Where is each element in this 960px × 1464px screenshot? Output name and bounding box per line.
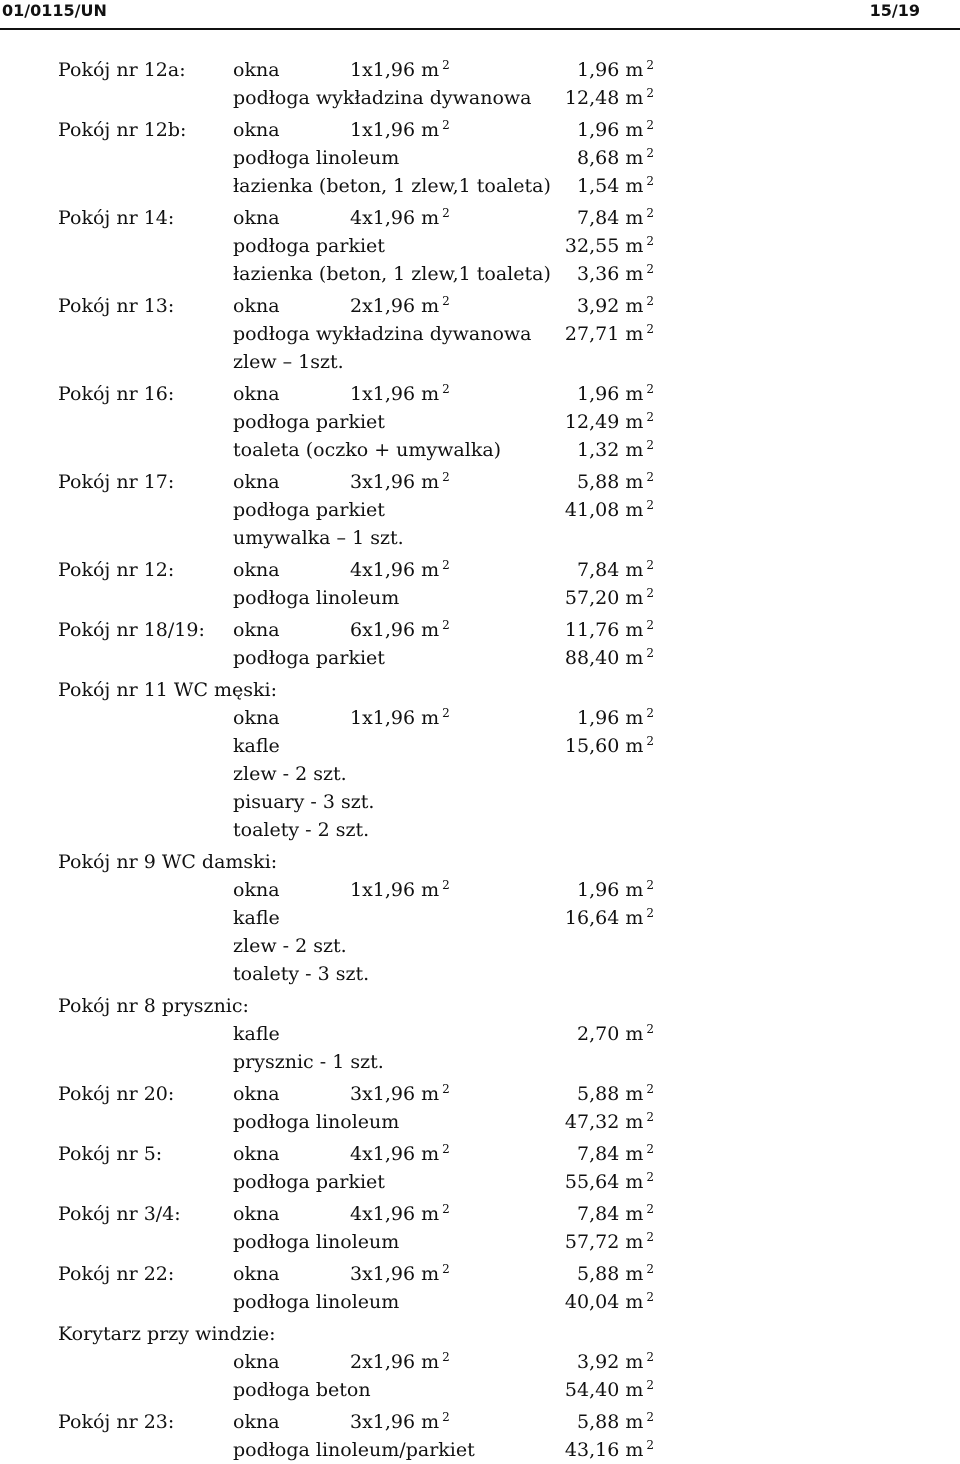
entry-area: 5,88 m $^2$ xyxy=(576,1082,654,1105)
room-entry-row xyxy=(58,1108,938,1136)
superscript-two: 2 xyxy=(646,262,654,277)
superscript-two: 2 xyxy=(442,470,450,485)
room-name: Pokój nr 12: xyxy=(58,559,175,581)
room-entry-row xyxy=(58,1140,938,1168)
room-entry-row xyxy=(58,760,938,788)
room-entry-row xyxy=(58,1288,938,1316)
room-block xyxy=(58,1408,938,1464)
entry-item: podłoga parkiet xyxy=(233,1171,385,1193)
room-entry-row xyxy=(58,1260,938,1288)
room-entry-row xyxy=(58,932,938,960)
superscript-two: 2 xyxy=(442,558,450,573)
entry-area: 27,71 m $^2$ xyxy=(564,322,654,345)
page-number: 15/19 xyxy=(869,1,920,20)
entry-item: okna xyxy=(233,207,280,229)
room-block xyxy=(58,1200,938,1256)
room-entry-row xyxy=(58,144,938,172)
superscript-two: 2 xyxy=(646,1142,654,1157)
superscript-two: 2 xyxy=(646,1378,654,1393)
room-name: Pokój nr 12b: xyxy=(58,119,187,141)
entry-item: zlew - 2 szt. xyxy=(233,763,347,785)
room-entry-row xyxy=(58,1228,938,1256)
entry-item: podłoga wykładzina dywanowa xyxy=(233,87,532,109)
superscript-two: 2 xyxy=(646,1230,654,1245)
entry-calculation: 4x1,96 m $^2$ xyxy=(350,1202,450,1225)
entry-area: 1,96 m $^2$ xyxy=(576,706,654,729)
superscript-two: 2 xyxy=(442,118,450,133)
room-name: Pokój nr 22: xyxy=(58,1263,175,1285)
superscript-two: 2 xyxy=(646,206,654,221)
superscript-two: 2 xyxy=(442,618,450,633)
superscript-two: 2 xyxy=(646,1110,654,1125)
entry-item: okna xyxy=(233,1083,280,1105)
superscript-two: 2 xyxy=(646,470,654,485)
room-entry-row xyxy=(58,84,938,112)
entry-item: podłoga linoleum/parkiet xyxy=(233,1439,475,1461)
entry-item: podłoga linoleum xyxy=(233,147,400,169)
room-name: Pokój nr 16: xyxy=(58,383,175,405)
entry-item: okna xyxy=(233,1203,280,1225)
superscript-two: 2 xyxy=(646,1438,654,1453)
superscript-two: 2 xyxy=(442,206,450,221)
room-entry-row xyxy=(58,408,938,436)
superscript-two: 2 xyxy=(646,1350,654,1365)
entry-item: okna xyxy=(233,1351,280,1373)
entry-area: 1,96 m $^2$ xyxy=(576,382,654,405)
superscript-two: 2 xyxy=(442,1142,450,1157)
entry-calculation: 1x1,96 m $^2$ xyxy=(350,706,450,729)
entry-area: 47,32 m $^2$ xyxy=(564,1110,654,1133)
entry-item: okna xyxy=(233,471,280,493)
room-entry-row xyxy=(58,56,938,84)
entry-area: 8,68 m $^2$ xyxy=(576,146,654,169)
entry-item: zlew – 1szt. xyxy=(233,351,344,373)
room-block xyxy=(58,1320,938,1404)
superscript-two: 2 xyxy=(442,294,450,309)
room-entry-row xyxy=(58,816,938,844)
entry-area: 3,36 m $^2$ xyxy=(576,262,654,285)
entry-area: 3,92 m $^2$ xyxy=(576,1350,654,1373)
room-entry-row xyxy=(58,704,938,732)
superscript-two: 2 xyxy=(442,1410,450,1425)
room-name: Pokój nr 3/4: xyxy=(58,1203,181,1225)
entry-area: 5,88 m $^2$ xyxy=(576,1262,654,1285)
superscript-two: 2 xyxy=(646,646,654,661)
room-heading-row xyxy=(58,676,938,704)
entry-item: okna xyxy=(233,1143,280,1165)
room-entry-row xyxy=(58,496,938,524)
entry-item: okna xyxy=(233,707,280,729)
superscript-two: 2 xyxy=(646,322,654,337)
room-entry-row xyxy=(58,960,938,988)
entry-item: umywalka – 1 szt. xyxy=(233,527,404,549)
entry-area: 16,64 m $^2$ xyxy=(564,906,654,929)
superscript-two: 2 xyxy=(646,1082,654,1097)
entry-item: okna xyxy=(233,1263,280,1285)
superscript-two: 2 xyxy=(646,1170,654,1185)
superscript-two: 2 xyxy=(646,234,654,249)
superscript-two: 2 xyxy=(646,294,654,309)
entry-calculation: 3x1,96 m $^2$ xyxy=(350,1410,450,1433)
entry-calculation: 1x1,96 m $^2$ xyxy=(350,382,450,405)
superscript-two: 2 xyxy=(646,58,654,73)
entry-area: 5,88 m $^2$ xyxy=(576,1410,654,1433)
entry-item: łazienka (beton, 1 zlew,1 toaleta) xyxy=(233,263,551,285)
entry-area: 1,54 m $^2$ xyxy=(576,174,654,197)
room-name: Pokój nr 5: xyxy=(58,1143,163,1165)
entry-area: 12,49 m $^2$ xyxy=(564,410,654,433)
superscript-two: 2 xyxy=(646,174,654,189)
superscript-two: 2 xyxy=(442,1350,450,1365)
room-block xyxy=(58,204,938,288)
header-divider xyxy=(0,28,960,30)
entry-area: 32,55 m $^2$ xyxy=(564,234,654,257)
room-entry-row xyxy=(58,904,938,932)
entry-item: toalety - 2 szt. xyxy=(233,819,370,841)
entry-item: kafle xyxy=(233,1023,280,1045)
entry-area: 12,48 m $^2$ xyxy=(564,86,654,109)
entry-area: 88,40 m $^2$ xyxy=(564,646,654,669)
entry-calculation: 2x1,96 m $^2$ xyxy=(350,1350,450,1373)
room-heading-row xyxy=(58,992,938,1020)
superscript-two: 2 xyxy=(646,410,654,425)
room-entry-row xyxy=(58,1020,938,1048)
entry-item: łazienka (beton, 1 zlew,1 toaleta) xyxy=(233,175,551,197)
document-id: 01/0115/UN xyxy=(2,1,107,20)
room-entry-row xyxy=(58,616,938,644)
superscript-two: 2 xyxy=(646,1290,654,1305)
room-entry-row xyxy=(58,380,938,408)
entry-area: 1,96 m $^2$ xyxy=(576,118,654,141)
room-name: Pokój nr 17: xyxy=(58,471,175,493)
room-entry-row xyxy=(58,292,938,320)
superscript-two: 2 xyxy=(646,618,654,633)
room-entry-row xyxy=(58,1048,938,1076)
entry-item: okna xyxy=(233,559,280,581)
entry-calculation: 1x1,96 m $^2$ xyxy=(350,878,450,901)
room-entry-row xyxy=(58,1348,938,1376)
superscript-two: 2 xyxy=(646,558,654,573)
room-entry-row xyxy=(58,348,938,376)
entry-item: podłoga parkiet xyxy=(233,499,385,521)
entry-area: 1,96 m $^2$ xyxy=(576,878,654,901)
room-entry-row xyxy=(58,584,938,612)
room-entry-row xyxy=(58,172,938,200)
entry-calculation: 4x1,96 m $^2$ xyxy=(350,1142,450,1165)
room-heading-row xyxy=(58,848,938,876)
superscript-two: 2 xyxy=(442,1202,450,1217)
room-name: Pokój nr 14: xyxy=(58,207,175,229)
entry-item: okna xyxy=(233,119,280,141)
entry-area: 2,70 m $^2$ xyxy=(576,1022,654,1045)
entry-calculation: 6x1,96 m $^2$ xyxy=(350,618,450,641)
entry-calculation: 3x1,96 m $^2$ xyxy=(350,1082,450,1105)
entry-item: zlew - 2 szt. xyxy=(233,935,347,957)
entry-area: 40,04 m $^2$ xyxy=(564,1290,654,1313)
room-inventory-list xyxy=(58,56,938,1464)
entry-item: okna xyxy=(233,383,280,405)
entry-area: 55,64 m $^2$ xyxy=(564,1170,654,1193)
entry-area: 54,40 m $^2$ xyxy=(564,1378,654,1401)
entry-area: 1,32 m $^2$ xyxy=(576,438,654,461)
room-entry-row xyxy=(58,732,938,760)
entry-area: 7,84 m $^2$ xyxy=(576,1142,654,1165)
room-name: Pokój nr 12a: xyxy=(58,59,186,81)
room-entry-row xyxy=(58,644,938,672)
entry-item: okna xyxy=(233,1411,280,1433)
superscript-two: 2 xyxy=(442,878,450,893)
entry-item: prysznic - 1 szt. xyxy=(233,1051,384,1073)
room-entry-row xyxy=(58,320,938,348)
entry-item: okna xyxy=(233,879,280,901)
room-name: Pokój nr 20: xyxy=(58,1083,175,1105)
entry-area: 7,84 m $^2$ xyxy=(576,558,654,581)
room-entry-row xyxy=(58,1436,938,1464)
superscript-two: 2 xyxy=(442,382,450,397)
room-heading-row xyxy=(58,1320,938,1348)
room-entry-row xyxy=(58,260,938,288)
room-name: Korytarz przy windzie: xyxy=(58,1323,276,1345)
superscript-two: 2 xyxy=(646,878,654,893)
entry-calculation: 3x1,96 m $^2$ xyxy=(350,1262,450,1285)
entry-calculation: 3x1,96 m $^2$ xyxy=(350,470,450,493)
room-block xyxy=(58,676,938,844)
superscript-two: 2 xyxy=(442,1082,450,1097)
room-name: Pokój nr 18/19: xyxy=(58,619,205,641)
entry-area: 3,92 m $^2$ xyxy=(576,294,654,317)
room-block xyxy=(58,1080,938,1136)
entry-area: 7,84 m $^2$ xyxy=(576,1202,654,1225)
room-entry-row xyxy=(58,556,938,584)
room-block xyxy=(58,380,938,464)
entry-area: 15,60 m $^2$ xyxy=(564,734,654,757)
superscript-two: 2 xyxy=(442,58,450,73)
superscript-two: 2 xyxy=(646,1410,654,1425)
room-entry-row xyxy=(58,788,938,816)
superscript-two: 2 xyxy=(646,706,654,721)
entry-area: 7,84 m $^2$ xyxy=(576,206,654,229)
entry-item: podłoga linoleum xyxy=(233,1111,400,1133)
page-header xyxy=(0,0,960,30)
entry-item: pisuary - 3 szt. xyxy=(233,791,375,813)
room-name: Pokój nr 13: xyxy=(58,295,175,317)
superscript-two: 2 xyxy=(646,86,654,101)
entry-calculation: 2x1,96 m $^2$ xyxy=(350,294,450,317)
entry-item: podłoga beton xyxy=(233,1379,371,1401)
superscript-two: 2 xyxy=(646,438,654,453)
superscript-two: 2 xyxy=(646,734,654,749)
entry-calculation: 1x1,96 m $^2$ xyxy=(350,58,450,81)
entry-item: podłoga linoleum xyxy=(233,1291,400,1313)
entry-item: podłoga parkiet xyxy=(233,411,385,433)
room-entry-row xyxy=(58,1408,938,1436)
superscript-two: 2 xyxy=(646,1262,654,1277)
entry-calculation: 1x1,96 m $^2$ xyxy=(350,118,450,141)
superscript-two: 2 xyxy=(646,586,654,601)
room-entry-row xyxy=(58,116,938,144)
entry-item: kafle xyxy=(233,735,280,757)
room-block xyxy=(58,56,938,112)
room-entry-row xyxy=(58,1168,938,1196)
room-entry-row xyxy=(58,468,938,496)
room-entry-row xyxy=(58,1080,938,1108)
entry-item: okna xyxy=(233,295,280,317)
entry-area: 1,96 m $^2$ xyxy=(576,58,654,81)
room-block xyxy=(58,116,938,200)
room-name: Pokój nr 8 prysznic: xyxy=(58,995,249,1017)
entry-item: podłoga parkiet xyxy=(233,235,385,257)
entry-area: 43,16 m $^2$ xyxy=(564,1438,654,1461)
entry-calculation: 4x1,96 m $^2$ xyxy=(350,558,450,581)
superscript-two: 2 xyxy=(646,906,654,921)
room-block xyxy=(58,1140,938,1196)
room-block xyxy=(58,848,938,988)
room-block xyxy=(58,556,938,612)
room-entry-row xyxy=(58,876,938,904)
superscript-two: 2 xyxy=(646,382,654,397)
room-name: Pokój nr 9 WC damski: xyxy=(58,851,278,873)
entry-item: toalety - 3 szt. xyxy=(233,963,370,985)
entry-item: podłoga wykładzina dywanowa xyxy=(233,323,532,345)
room-entry-row xyxy=(58,204,938,232)
entry-item: podłoga linoleum xyxy=(233,587,400,609)
room-entry-row xyxy=(58,436,938,464)
room-name: Pokój nr 11 WC męski: xyxy=(58,679,278,701)
room-block xyxy=(58,468,938,552)
room-entry-row xyxy=(58,1200,938,1228)
room-entry-row xyxy=(58,524,938,552)
room-block xyxy=(58,1260,938,1316)
room-entry-row xyxy=(58,232,938,260)
superscript-two: 2 xyxy=(442,1262,450,1277)
superscript-two: 2 xyxy=(442,706,450,721)
entry-area: 5,88 m $^2$ xyxy=(576,470,654,493)
entry-calculation: 4x1,96 m $^2$ xyxy=(350,206,450,229)
superscript-two: 2 xyxy=(646,146,654,161)
entry-item: toaleta (oczko + umywalka) xyxy=(233,439,502,461)
superscript-two: 2 xyxy=(646,118,654,133)
entry-item: kafle xyxy=(233,907,280,929)
room-block xyxy=(58,292,938,376)
superscript-two: 2 xyxy=(646,1202,654,1217)
superscript-two: 2 xyxy=(646,498,654,513)
entry-area: 57,72 m $^2$ xyxy=(564,1230,654,1253)
entry-area: 11,76 m $^2$ xyxy=(564,618,654,641)
room-entry-row xyxy=(58,1376,938,1404)
room-block xyxy=(58,616,938,672)
entry-area: 57,20 m $^2$ xyxy=(564,586,654,609)
entry-item: okna xyxy=(233,619,280,641)
entry-item: podłoga parkiet xyxy=(233,647,385,669)
entry-item: okna xyxy=(233,59,280,81)
entry-area: 41,08 m $^2$ xyxy=(564,498,654,521)
superscript-two: 2 xyxy=(646,1022,654,1037)
room-block xyxy=(58,992,938,1076)
room-name: Pokój nr 23: xyxy=(58,1411,175,1433)
entry-item: podłoga linoleum xyxy=(233,1231,400,1253)
